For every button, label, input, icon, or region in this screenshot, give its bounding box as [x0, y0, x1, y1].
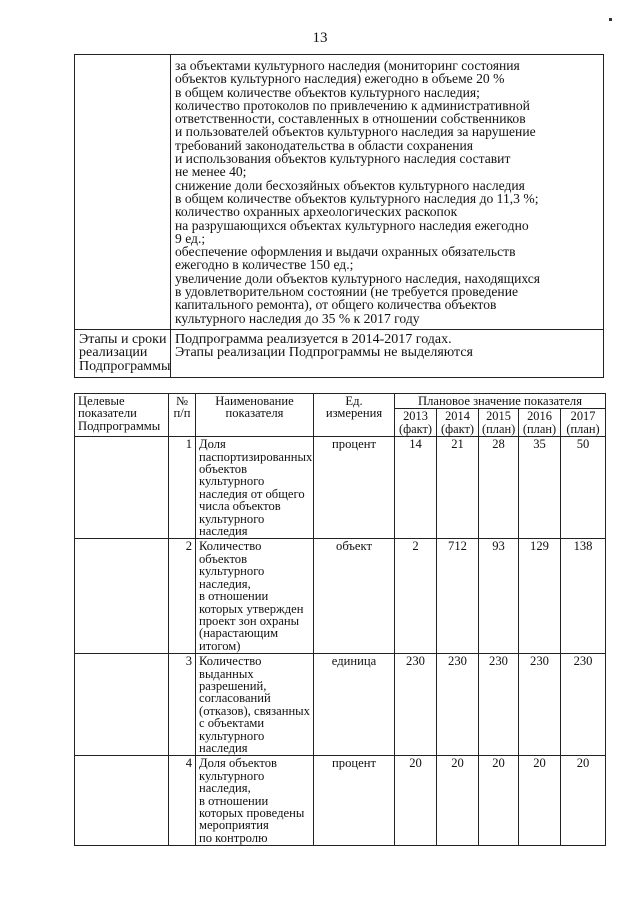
year-header-cell: [561, 409, 606, 437]
indicator-unit: объект: [314, 539, 395, 654]
goals-text-line: требований законодательства в области сохранения: [175, 137, 474, 153]
indicator-name-line: наследия,: [199, 781, 251, 796]
goals-text-line: капитального ремонта), от общего количества объектов: [175, 297, 497, 313]
indicators-table: [74, 393, 606, 846]
goals-text-line: количество протоколов по привлечению к административной: [175, 97, 530, 113]
indicator-name-line: разрешений,: [199, 678, 267, 693]
year-header-cell: [437, 409, 479, 437]
year-header-cell: [519, 409, 561, 437]
goals-text-cell: [171, 55, 604, 330]
indicator-name-line: наследия: [199, 524, 248, 539]
stages-label-line: Этапы и сроки: [79, 331, 167, 347]
scan-speck: [609, 18, 612, 21]
year-header-line: (план): [522, 421, 557, 436]
indicator-unit: единица: [314, 654, 395, 756]
name-header-line: Наименование: [215, 394, 294, 408]
target-header-line: показатели: [78, 406, 137, 421]
indicator-name-line: которых проведены: [199, 806, 305, 820]
indicator-value: 230: [519, 654, 561, 756]
indicator-name: [196, 654, 314, 756]
indicator-value: 93: [479, 539, 519, 654]
indicator-name-line: итогом): [199, 638, 241, 653]
indicator-name-line: Количество: [199, 654, 262, 669]
target-cell: [75, 654, 169, 756]
indicator-name-line: Доля объектов: [199, 756, 277, 771]
year-header-line: (факт): [398, 421, 433, 436]
target-cell: [75, 539, 169, 654]
indicator-name-line: объектов: [199, 551, 248, 566]
number-header-line: №: [175, 394, 189, 408]
indicator-name-line: с объектами: [199, 716, 265, 731]
goals-text-line: и пользователей объектов культурного наследия за нарушение: [175, 124, 536, 140]
name-header-line: показателя: [225, 406, 284, 421]
indicator-name-line: культурного: [199, 564, 265, 579]
target-header-line: Подпрограммы: [78, 418, 161, 433]
indicator-name-line: Доля: [199, 437, 226, 452]
indicator-value: 20: [519, 756, 561, 846]
indicator-name-line: согласований: [199, 691, 271, 706]
stages-text-cell: [171, 329, 604, 377]
indicator-name-line: числа объектов: [199, 499, 281, 514]
indicator-name: [196, 437, 314, 539]
year-header-line: (план): [482, 421, 516, 436]
goals-text-line: обеспечение оформления и выдачи охранных обязательств: [175, 244, 516, 260]
number-header-line: п/п: [173, 406, 191, 421]
year-header-cell: [479, 409, 519, 437]
goals-text-line: культурного наследия до 35 % к 2017 году: [175, 310, 420, 326]
goals-text-line: ответственности, составленных в отношении собственников: [175, 111, 526, 127]
goals-text-line: объектов культурного наследия) ежегодно в объеме 20 %: [175, 71, 505, 87]
indicator-value: 20: [437, 756, 479, 846]
page-number: 13: [312, 30, 328, 46]
indicator-value: 14: [395, 437, 437, 539]
indicator-name-line: проект зон охраны: [199, 613, 300, 628]
year-header-line: (план): [566, 421, 600, 436]
stages-text-line: Этапы реализации Подпрограммы не выделяются: [175, 345, 473, 361]
indicator-number: 2: [169, 539, 196, 654]
unit-header: Ед. измерения: [314, 394, 395, 437]
goals-text-line: в удовлетворительном состоянии (не требуется проведение: [175, 284, 519, 300]
indicator-name-line: по контролю: [199, 830, 268, 845]
stages-label-line: реализации: [79, 345, 148, 361]
indicator-name-line: культурного: [199, 511, 265, 526]
year-header-line: 2014: [445, 409, 470, 424]
goals-text-line: и использования объектов культурного наследия составит: [175, 151, 511, 167]
goals-text-line: на разрушающихся объектах культурного наследия ежегодно: [175, 217, 529, 233]
indicator-name-line: объектов: [199, 462, 248, 477]
indicator-name-line: культурного: [199, 768, 265, 783]
stages-text-line: Подпрограмма реализуется в 2014-2017 годах.: [175, 331, 452, 347]
indicator-name-line: выданных: [199, 666, 254, 681]
indicators-header-row: [75, 394, 606, 409]
indicator-name-line: наследия от общего: [199, 486, 305, 501]
indicator-value: 230: [561, 654, 606, 756]
indicator-value: 28: [479, 437, 519, 539]
indicator-name-line: (отказов), связанных: [199, 703, 310, 718]
indicator-name-line: которых утвержден: [199, 601, 304, 616]
indicator-name-line: в отношении: [199, 589, 269, 604]
indicator-name-header: [196, 394, 314, 437]
target-cell: [75, 437, 169, 539]
stages-row: [75, 329, 604, 377]
indicator-name-line: мероприятия: [199, 818, 269, 833]
indicator-name-line: Количество: [199, 539, 262, 554]
indicator-unit: процент: [314, 756, 395, 846]
target-indicators-header: [75, 394, 169, 437]
indicator-value: 129: [519, 539, 561, 654]
indicator-value: 20: [561, 756, 606, 846]
indicator-value: 21: [437, 437, 479, 539]
goals-text-line: ежегодно в количестве 150 ед.;: [175, 257, 354, 273]
goals-text-line: 9 ед.;: [175, 230, 206, 246]
indicator-value: 20: [479, 756, 519, 846]
stages-label-line: Подпрограммы: [79, 358, 171, 374]
goals-text-line: увеличение доли объектов культурного наследия, находящихся: [175, 270, 541, 286]
passport-table: [74, 54, 604, 378]
indicator-value: 230: [437, 654, 479, 756]
indicator-name-line: (нарастающим: [199, 626, 279, 641]
goals-text-line: количество охранных археологических раскопок: [175, 204, 458, 220]
goals-text-line: не менее 40;: [175, 164, 247, 180]
indicator-value: 230: [395, 654, 437, 756]
indicator-value: 230: [479, 654, 519, 756]
number-header: [169, 394, 196, 437]
year-header-line: 2017: [570, 409, 596, 424]
indicator-row: [75, 756, 606, 846]
indicator-name-line: в отношении: [199, 793, 269, 808]
indicator-number: 1: [169, 437, 196, 539]
year-header-line: 2015: [486, 409, 511, 424]
indicator-value: 35: [519, 437, 561, 539]
indicator-value: 20: [395, 756, 437, 846]
indicators-body: [75, 437, 606, 846]
indicator-value: 712: [437, 539, 479, 654]
indicator-row: [75, 539, 606, 654]
target-cell: [75, 756, 169, 846]
goals-row: [75, 55, 604, 330]
indicator-value: 50: [561, 437, 606, 539]
indicator-row: [75, 437, 606, 539]
indicator-value: 2: [395, 539, 437, 654]
planned-value-header: Плановое значение показателя: [395, 394, 606, 409]
indicator-row: [75, 654, 606, 756]
stages-label-cell: [75, 329, 171, 377]
goals-text-line: за объектами культурного наследия (мониторинг состояния: [175, 58, 520, 73]
indicator-name-line: культурного: [199, 474, 265, 489]
year-header-cell: [395, 409, 437, 437]
goals-text-line: в общем количестве объектов культурного наследия до 11,3 %;: [175, 190, 539, 206]
indicator-name-line: культурного: [199, 728, 265, 743]
indicator-name: [196, 756, 314, 846]
indicator-name-line: наследия: [199, 740, 248, 755]
indicator-name-line: наследия,: [199, 576, 251, 591]
indicator-name-line: паспортизированных: [199, 449, 313, 464]
indicator-unit: процент: [314, 437, 395, 539]
year-header-line: (факт): [440, 421, 475, 436]
indicator-number: 4: [169, 756, 196, 846]
goals-text-line: в общем количестве объектов культурного наследия;: [175, 84, 480, 100]
indicator-value: 138: [561, 539, 606, 654]
indicator-number: 3: [169, 654, 196, 756]
goals-text-line: снижение доли бесхозяйных объектов культурного наследия: [175, 177, 525, 193]
target-header-line: Целевые: [78, 394, 125, 408]
year-header-line: 2013: [403, 409, 428, 424]
year-header-line: 2016: [527, 409, 552, 424]
indicator-name: [196, 539, 314, 654]
goals-label-cell: [75, 55, 171, 330]
